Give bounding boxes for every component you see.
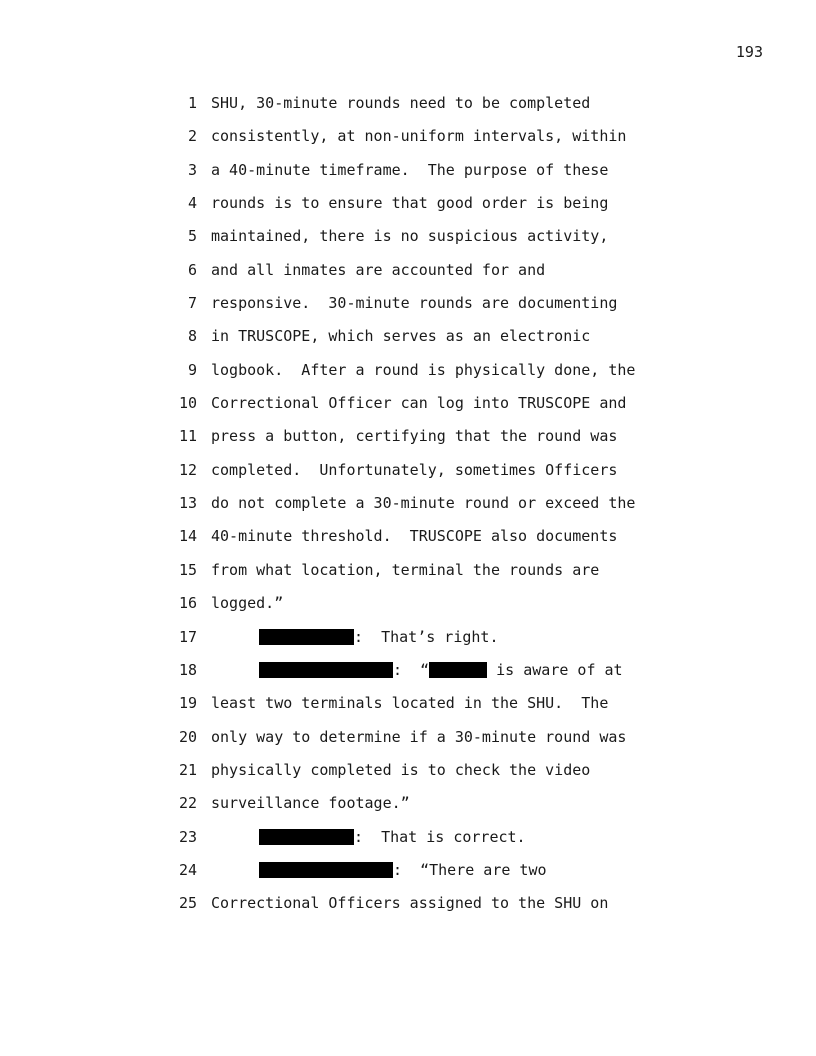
line-text: only way to determine if a 30-minute round was [211,727,627,746]
transcript-line [160,227,720,260]
line-number: 18 [178,660,197,679]
transcript-line [160,127,720,160]
line-number: 8 [187,327,197,346]
line-number: 13 [178,494,197,513]
line-text: in TRUSCOPE, which serves as an electronic [211,327,591,346]
transcript-line [160,461,720,494]
transcript-line [160,294,720,327]
line-number: 21 [178,760,197,779]
line-text: physically completed is to check the video [211,760,591,779]
transcript-line [160,894,720,927]
line-number: 2 [187,127,197,146]
line-text: logbook. After a round is physically done, the [211,360,636,379]
line-text: consistently, at non-uniform intervals, within [211,127,627,146]
transcript-line [160,561,720,594]
line-text: do not complete a 30-minute round or exceed the [211,494,636,513]
line-number: 14 [178,527,197,546]
line-text: : “ [393,660,430,679]
line-number: 11 [178,427,197,446]
line-text: is aware of at [487,660,623,679]
line-text: Correctional Officer can log into TRUSCOPE and [211,394,627,413]
transcript-line [160,861,720,894]
line-text: 40-minute threshold. TRUSCOPE also documents [211,527,618,546]
line-number: 25 [178,894,197,913]
transcript-line [160,794,720,827]
transcript-line [160,327,720,360]
line-text: responsive. 30-minute rounds are documenting [211,294,618,313]
line-number: 22 [178,794,197,813]
transcript-line [160,194,720,227]
line-number: 24 [178,860,197,879]
line-number: 9 [187,360,197,379]
page-number: 193 [735,43,763,61]
line-text: Correctional Officers assigned to the SHU on [211,894,609,913]
transcript-line [160,828,720,861]
speaker-line [259,861,547,879]
line-number: 7 [187,294,197,313]
speaker-line [259,828,526,846]
transcript-line [160,694,720,727]
line-number: 16 [178,594,197,613]
line-text: maintained, there is no suspicious activity, [211,227,609,246]
line-number: 19 [178,694,197,713]
line-number: 10 [178,394,197,413]
transcript-line [160,94,720,127]
redacted-speaker-name [259,829,354,845]
line-number: 20 [178,727,197,746]
transcript-line [160,661,720,694]
transcript-line [160,628,720,661]
line-number: 1 [187,94,197,112]
line-text: SHU, 30-minute rounds need to be completed [211,94,591,112]
line-number: 17 [178,627,197,646]
line-text: and all inmates are accounted for and [211,260,546,279]
line-number: 12 [178,460,197,479]
line-text: completed. Unfortunately, sometimes Officers [211,460,618,479]
transcript-line [160,161,720,194]
transcript-line [160,261,720,294]
line-text: press a button, certifying that the round was [211,427,618,446]
line-number: 4 [187,194,197,213]
transcript-line [160,427,720,460]
line-text: rounds is to ensure that good order is being [211,194,609,213]
line-text: : That is correct. [354,827,526,846]
line-text: : That’s right. [354,627,499,646]
redacted-name [429,662,487,678]
line-text: from what location, terminal the rounds are [211,560,600,579]
line-text: a 40-minute timeframe. The purpose of these [211,160,609,179]
transcript-line [160,361,720,394]
transcript-line [160,594,720,627]
line-number: 15 [178,560,197,579]
transcript-line [160,728,720,761]
redacted-speaker-name [259,629,354,645]
redacted-speaker-name [259,662,393,678]
transcript-line [160,761,720,794]
line-text: least two terminals located in the SHU. The [211,694,609,713]
line-number: 6 [187,260,197,279]
redacted-speaker-name [259,862,393,878]
line-text: surveillance footage.” [211,794,410,813]
line-number: 23 [178,827,197,846]
transcript-line [160,494,720,527]
transcript-line [160,394,720,427]
line-text: : “There are two [393,860,547,879]
speaker-line [259,628,499,646]
line-number: 3 [187,160,197,179]
transcript-line [160,527,720,560]
speaker-line [259,661,623,679]
line-number: 5 [187,227,197,246]
line-text: logged.” [211,594,284,613]
transcript-page [160,94,720,928]
